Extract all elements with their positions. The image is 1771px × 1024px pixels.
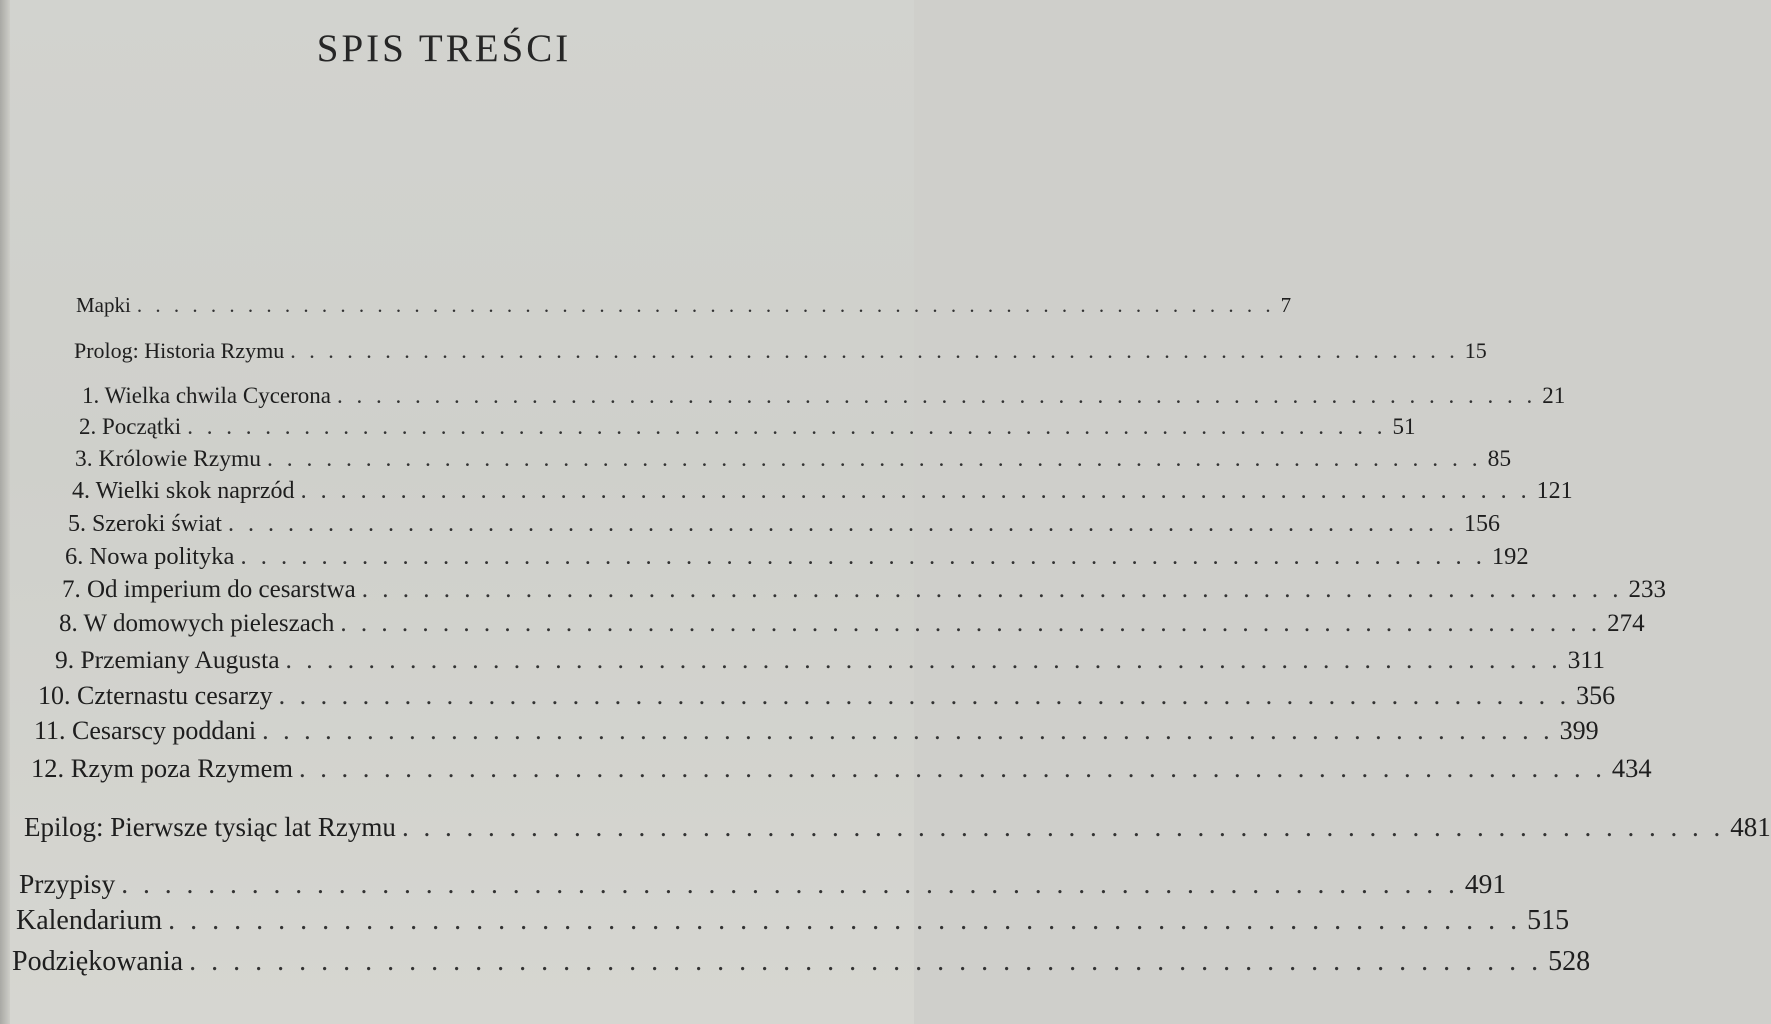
toc-entry-page: 121 (1536, 478, 1573, 504)
dot-leader: . . . . . . . . . . . . . . . . . . . . . . . . . . . . . . . . . . . . . . . . . . . . . . . . . . . . . . . . . . . . . . (300, 478, 1531, 504)
toc-entry-chapter-1 (82, 383, 1566, 409)
dot-leader: . . . . . . . . . . . . . . . . . . . . . . . . . . . . . . . . . . . . . . . . . . . . . . . . . . . . . . . . . . . . . . (361, 576, 1623, 603)
dot-leader: . . . . . . . . . . . . . . . . . . . . . . . . . . . . . . . . . . . . . . . . . . . . . . . . . . . . . . . . . . . . . . (121, 868, 1459, 899)
toc-entry-label: Mapki (76, 293, 131, 317)
toc-entry-page: 274 (1607, 610, 1645, 637)
toc-entry-chapter-4 (72, 478, 1573, 505)
dot-leader: . . . . . . . . . . . . . . . . . . . . . . . . . . . . . . . . . . . . . . . . . . . . . . . . . . . . . . . . . . . . . . (189, 946, 1543, 977)
toc-entry-chapter-8 (59, 610, 1645, 638)
toc-entry-przypisy (19, 868, 1507, 900)
toc-entry-page: 192 (1491, 543, 1529, 570)
toc-entry-page: 15 (1464, 338, 1487, 363)
toc-entry-podziekowania (12, 946, 1591, 978)
toc-entry-chapter-7 (62, 576, 1666, 604)
dot-leader: . . . . . . . . . . . . . . . . . . . . . . . . . . . . . . . . . . . . . . . . . . . . . . . . . . . . . . . . . . . . . . (227, 511, 1458, 537)
toc-entry-page: 434 (1611, 753, 1652, 783)
toc-entry-label: Podziękowania (12, 946, 184, 977)
toc-entry-label: 8. W domowych pieleszach (59, 610, 335, 637)
toc-entry-label: Kalendarium (16, 905, 163, 936)
toc-entry-label: 4. Wielki skok naprzód (72, 478, 295, 504)
toc-entry-chapter-11 (34, 716, 1599, 746)
toc-entry-page: 21 (1542, 383, 1566, 408)
toc-entry-label: 1. Wielka chwila Cycerona (82, 383, 332, 408)
toc-entry-label: 5. Szeroki świat (68, 511, 222, 537)
dot-leader: . . . . . . . . . . . . . . . . . . . . . . . . . . . . . . . . . . . . . . . . . . . . . . . . . . . . . . . . . . . . . . (267, 446, 1482, 472)
toc-entry-chapter-2 (79, 414, 1416, 440)
toc-entry-label: Przypisy (19, 868, 116, 899)
toc-entry-chapter-12 (31, 753, 1652, 784)
toc-entry-page: 399 (1559, 716, 1599, 745)
toc-entry-page: 51 (1392, 414, 1416, 439)
toc-entry-label: 2. Początki (79, 414, 182, 439)
toc-entry-chapter-3 (75, 446, 1512, 473)
page-edge-shadow (0, 0, 10, 1024)
toc-entry-page: 356 (1576, 681, 1616, 710)
dot-leader: . . . . . . . . . . . . . . . . . . . . . . . . . . . . . . . . . . . . . . . . . . . . . . . . . . . . . . . . . . . . . . (285, 645, 1562, 674)
toc-entry-page: 85 (1487, 446, 1512, 472)
dot-leader: . . . . . . . . . . . . . . . . . . . . . . . . . . . . . . . . . . . . . . . . . . . . . . . . . . . . . . . . . . . . . . (278, 681, 1571, 710)
toc-entry-label: Epilog: Pierwsze tysiąc lat Rzymu (24, 812, 396, 842)
toc-entry-page: 311 (1567, 645, 1605, 674)
toc-entry-page: 528 (1548, 946, 1591, 977)
dot-leader: . . . . . . . . . . . . . . . . . . . . . . . . . . . . . . . . . . . . . . . . . . . . . . . . . . . . . . . . . . . . . . (290, 338, 1459, 363)
toc-entry-mapki (76, 293, 1292, 318)
toc-entry-chapter-9 (55, 645, 1605, 675)
dot-leader: . . . . . . . . . . . . . . . . . . . . . . . . . . . . . . . . . . . . . . . . . . . . . . . . . . . . . . . . . . . . . . (337, 383, 1537, 408)
dot-leader: . . . . . . . . . . . . . . . . . . . . . . . . . . . . . . . . . . . . . . . . . . . . . . . . . . . . . . . . . . . . . . (340, 610, 1602, 637)
toc-entry-page: 481 (1730, 812, 1771, 842)
toc-entry-page: 156 (1463, 511, 1500, 537)
toc-entry-label: 7. Od imperium do cesarstwa (62, 576, 356, 603)
dot-leader: . . . . . . . . . . . . . . . . . . . . . . . . . . . . . . . . . . . . . . . . . . . . . . . . . . . . . . . . . . . . . . (262, 716, 1554, 745)
toc-entry-chapter-6 (65, 543, 1529, 571)
page-title: SPIS TREŚCI (316, 27, 572, 70)
toc-entry-kalendarium (16, 905, 1570, 937)
toc-entry-label: 9. Przemiany Augusta (55, 645, 280, 674)
toc-entry-label: Prolog: Historia Rzymu (74, 338, 285, 363)
toc-entry-page: 515 (1527, 905, 1570, 936)
toc-entry-chapter-10 (38, 681, 1616, 711)
toc-entry-page: 7 (1280, 293, 1292, 317)
dot-leader: . . . . . . . . . . . . . . . . . . . . . . . . . . . . . . . . . . . . . . . . . . . . . . . . . . . . . . . . . . . . . . (240, 543, 1486, 570)
toc-entry-prolog (74, 338, 1487, 364)
toc-entry-chapter-5 (68, 511, 1500, 538)
dot-leader: . . . . . . . . . . . . . . . . . . . . . . . . . . . . . . . . . . . . . . . . . . . . . . . . . . . . . . . . . . . . . . (187, 414, 1387, 439)
dot-leader: . . . . . . . . . . . . . . . . . . . . . . . . . . . . . . . . . . . . . . . . . . . . . . . . . . . . . . . . . . . . . . (401, 812, 1725, 842)
dot-leader: . . . . . . . . . . . . . . . . . . . . . . . . . . . . . . . . . . . . . . . . . . . . . . . . . . . . . . . . . . . . . . (168, 905, 1522, 936)
dot-leader: . . . . . . . . . . . . . . . . . . . . . . . . . . . . . . . . . . . . . . . . . . . . . . . . . . . . . . . . . . . . . . (136, 293, 1275, 317)
toc-entry-page: 233 (1628, 576, 1666, 603)
toc-entry-label: 10. Czternastu cesarzy (38, 681, 273, 710)
toc-entry-epilog (24, 812, 1771, 843)
toc-entry-label: 6. Nowa polityka (65, 543, 235, 570)
toc-entry-page: 491 (1464, 868, 1507, 899)
toc-entry-label: 11. Cesarscy poddani (34, 716, 257, 745)
toc-entry-label: 3. Królowie Rzymu (75, 446, 262, 472)
toc-entry-label: 12. Rzym poza Rzymem (31, 753, 293, 783)
dot-leader: . . . . . . . . . . . . . . . . . . . . . . . . . . . . . . . . . . . . . . . . . . . . . . . . . . . . . . . . . . . . . . (299, 753, 1606, 783)
